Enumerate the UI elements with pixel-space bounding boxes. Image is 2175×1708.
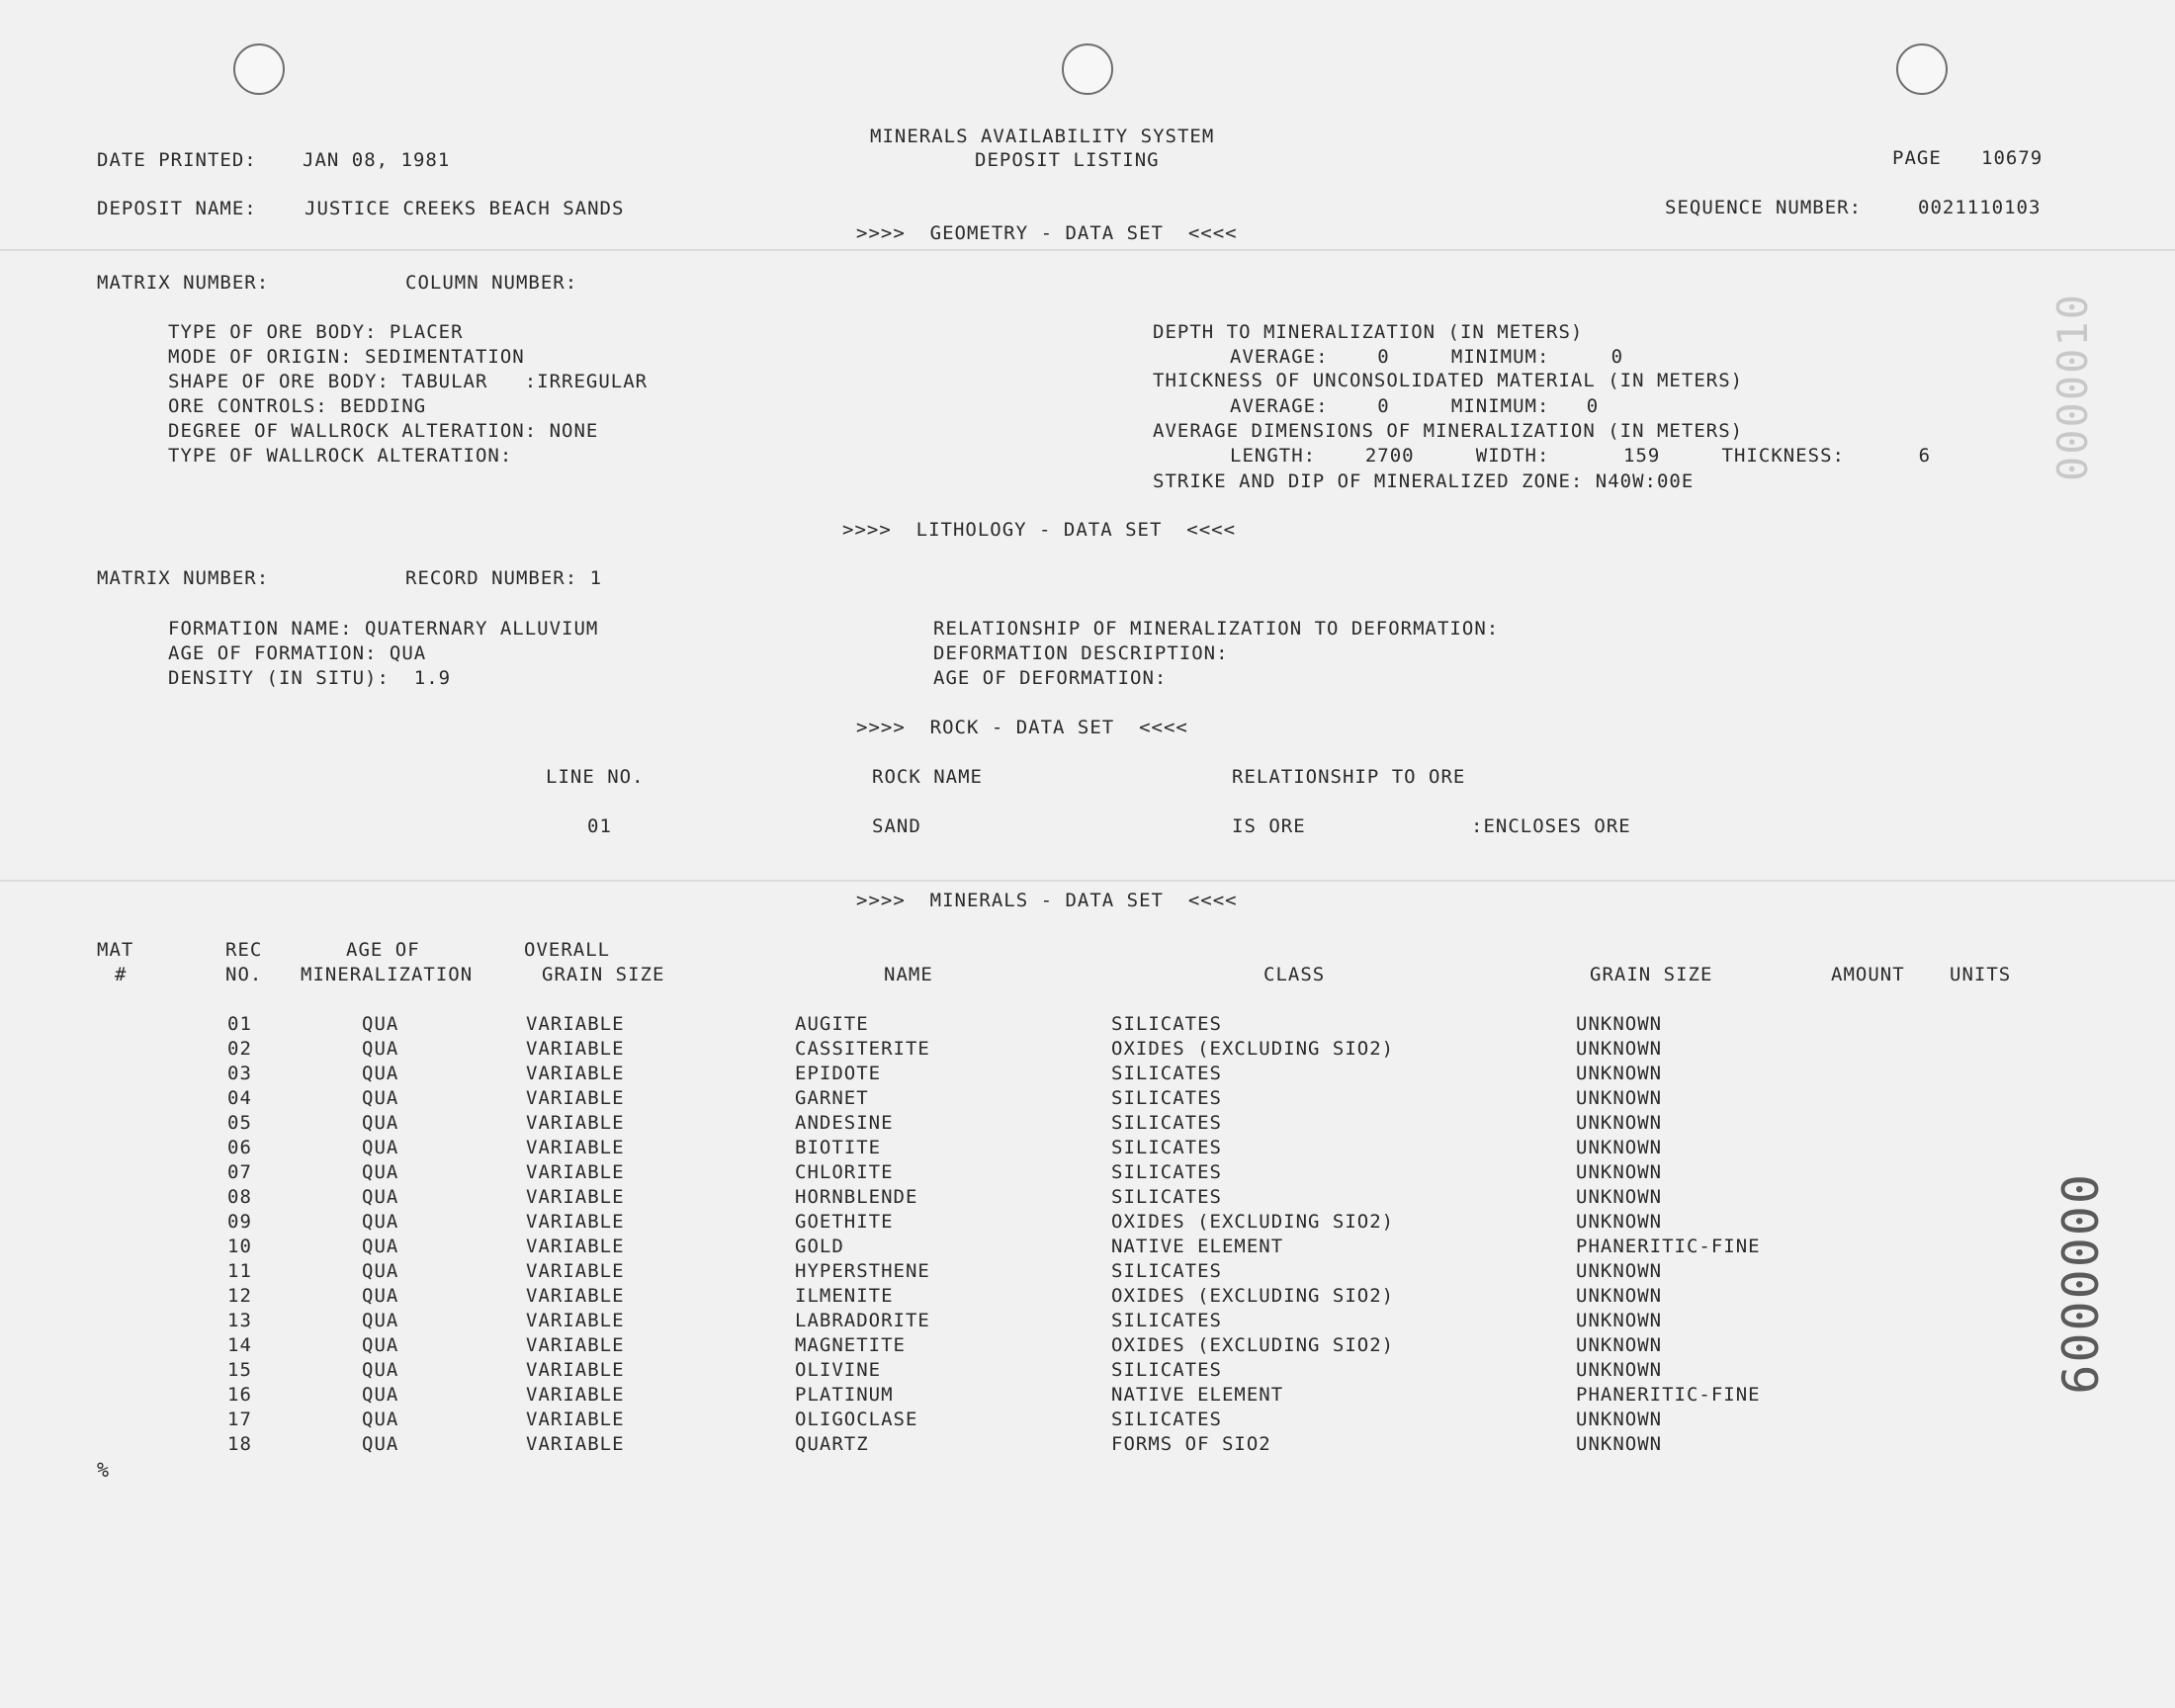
relationship-to-deformation: RELATIONSHIP OF MINERALIZATION TO DEFORMATION: <box>933 618 1500 640</box>
paper-fold-line <box>0 249 2175 251</box>
system-title: MINERALS AVAILABILITY SYSTEM <box>870 126 1215 147</box>
punch-hole <box>1896 43 1948 95</box>
mineral-class: OXIDES (EXCLUDING SIO2) <box>1111 1038 1395 1060</box>
mineral-class: SILICATES <box>1111 1409 1222 1430</box>
mode-of-origin: MODE OF ORIGIN: SEDIMENTATION <box>168 346 525 368</box>
minerals-header-mineralization: MINERALIZATION <box>301 964 474 985</box>
mineral-overall-grain-size: VARIABLE <box>526 1236 625 1257</box>
formation-name: FORMATION NAME: QUATERNARY ALLUVIUM <box>168 618 599 640</box>
mineral-rec-no: 09 <box>227 1211 252 1233</box>
mineral-grain-size: UNKNOWN <box>1576 1087 1663 1109</box>
mineral-rec-no: 15 <box>227 1359 252 1381</box>
rock-relationship: IS ORE <box>1232 815 1306 837</box>
mineral-name: QUARTZ <box>795 1433 869 1455</box>
mineral-class: NATIVE ELEMENT <box>1111 1384 1284 1406</box>
mineral-overall-grain-size: VARIABLE <box>526 1137 625 1158</box>
mineral-name: LABRADORITE <box>795 1310 930 1331</box>
mineral-name: BIOTITE <box>795 1137 882 1158</box>
mineral-grain-size: UNKNOWN <box>1576 1334 1663 1356</box>
minerals-header-rec: REC <box>225 939 263 961</box>
degree-of-wallrock-alteration: DEGREE OF WALLROCK ALTERATION: NONE <box>168 420 599 442</box>
mineral-age: QUA <box>362 1310 399 1331</box>
mineral-rec-no: 11 <box>227 1260 252 1282</box>
rock-header-line-no: LINE NO. <box>546 766 645 788</box>
mineral-grain-size: UNKNOWN <box>1576 1359 1663 1381</box>
mineral-age: QUA <box>362 1285 399 1307</box>
rock-section-title: >>>> ROCK - DATA SET <<<< <box>856 717 1188 738</box>
mineral-name: CASSITERITE <box>795 1038 930 1060</box>
punch-hole <box>1062 43 1113 95</box>
mineral-overall-grain-size: VARIABLE <box>526 1013 625 1035</box>
mineral-grain-size: UNKNOWN <box>1576 1433 1663 1455</box>
margin-stamp-lower: 6000000 <box>2052 1172 2110 1395</box>
rock-name: SAND <box>872 815 921 837</box>
type-of-wallrock-alteration: TYPE OF WALLROCK ALTERATION: <box>168 445 513 467</box>
mineral-age: QUA <box>362 1112 399 1134</box>
mineral-rec-no: 16 <box>227 1384 252 1406</box>
mineral-age: QUA <box>362 1137 399 1158</box>
mineral-grain-size: UNKNOWN <box>1576 1260 1663 1282</box>
mineral-age: QUA <box>362 1359 399 1381</box>
mineral-class: SILICATES <box>1111 1310 1222 1331</box>
mineral-name: ILMENITE <box>795 1285 894 1307</box>
mineral-class: OXIDES (EXCLUDING SIO2) <box>1111 1285 1395 1307</box>
mineral-name: OLIGOCLASE <box>795 1409 918 1430</box>
mineral-class: SILICATES <box>1111 1112 1222 1134</box>
mineral-overall-grain-size: VARIABLE <box>526 1334 625 1356</box>
mineral-name: HYPERSTHENE <box>795 1260 930 1282</box>
mineral-rec-no: 06 <box>227 1137 252 1158</box>
mineral-grain-size: UNKNOWN <box>1576 1112 1663 1134</box>
mineral-name: AUGITE <box>795 1013 869 1035</box>
paper-fold-line <box>0 880 2175 882</box>
mineral-age: QUA <box>362 1409 399 1430</box>
depth-title: DEPTH TO MINERALIZATION (IN METERS) <box>1153 321 1584 343</box>
mineral-class: SILICATES <box>1111 1087 1222 1109</box>
mineral-grain-size: UNKNOWN <box>1576 1186 1663 1208</box>
mineral-name: MAGNETITE <box>795 1334 906 1356</box>
minerals-header-mat-hash: # <box>115 964 128 985</box>
mineral-class: OXIDES (EXCLUDING SIO2) <box>1111 1334 1395 1356</box>
age-of-deformation: AGE OF DEFORMATION: <box>933 667 1168 689</box>
date-printed: JAN 08, 1981 <box>303 149 451 171</box>
mineral-class: SILICATES <box>1111 1063 1222 1084</box>
mineral-age: QUA <box>362 1038 399 1060</box>
minerals-header-grain-size: GRAIN SIZE <box>542 964 665 985</box>
mineral-grain-size: UNKNOWN <box>1576 1211 1663 1233</box>
sequence-number: 0021110103 <box>1918 197 2042 218</box>
margin-stamp-upper: 0000010 <box>2048 293 2097 482</box>
mineral-rec-no: 07 <box>227 1161 252 1183</box>
mineral-name: GARNET <box>795 1087 869 1109</box>
rock-header-rock-name: ROCK NAME <box>872 766 983 788</box>
mineral-grain-size: PHANERITIC-FINE <box>1576 1384 1761 1406</box>
mineral-rec-no: 05 <box>227 1112 252 1134</box>
minerals-section-title: >>>> MINERALS - DATA SET <<<< <box>856 890 1238 911</box>
mineral-overall-grain-size: VARIABLE <box>526 1359 625 1381</box>
date-printed-label: DATE PRINTED: <box>97 149 257 171</box>
listing-title: DEPOSIT LISTING <box>975 149 1160 171</box>
deposit-name-label: DEPOSIT NAME: <box>97 198 257 219</box>
mineral-class: NATIVE ELEMENT <box>1111 1236 1284 1257</box>
lithology-record-number: RECORD NUMBER: 1 <box>405 567 603 589</box>
mineral-name: EPIDOTE <box>795 1063 882 1084</box>
mineral-class: SILICATES <box>1111 1161 1222 1183</box>
mineral-class: SILICATES <box>1111 1260 1222 1282</box>
mineral-class: OXIDES (EXCLUDING SIO2) <box>1111 1211 1395 1233</box>
mineral-overall-grain-size: VARIABLE <box>526 1433 625 1455</box>
mineral-name: OLIVINE <box>795 1359 882 1381</box>
mineral-overall-grain-size: VARIABLE <box>526 1285 625 1307</box>
mineral-overall-grain-size: VARIABLE <box>526 1409 625 1430</box>
geometry-column-number: COLUMN NUMBER: <box>405 272 578 294</box>
page-label: PAGE <box>1892 147 1942 169</box>
dimensions-title: AVERAGE DIMENSIONS OF MINERALIZATION (IN METERS) <box>1153 420 1744 442</box>
mineral-grain-size: UNKNOWN <box>1576 1038 1663 1060</box>
mineral-class: SILICATES <box>1111 1013 1222 1035</box>
mineral-age: QUA <box>362 1433 399 1455</box>
shape-of-ore-body: SHAPE OF ORE BODY: TABULAR :IRREGULAR <box>168 371 649 392</box>
mineral-rec-no: 14 <box>227 1334 252 1356</box>
dimensions-values: LENGTH: 2700 WIDTH: 159 THICKNESS: 6 <box>1230 445 1932 467</box>
mineral-grain-size: UNKNOWN <box>1576 1310 1663 1331</box>
mineral-overall-grain-size: VARIABLE <box>526 1186 625 1208</box>
mineral-rec-no: 17 <box>227 1409 252 1430</box>
deformation-description: DEFORMATION DESCRIPTION: <box>933 642 1229 664</box>
mineral-age: QUA <box>362 1236 399 1257</box>
mineral-overall-grain-size: VARIABLE <box>526 1063 625 1084</box>
mineral-rec-no: 02 <box>227 1038 252 1060</box>
type-of-ore-body: TYPE OF ORE BODY: PLACER <box>168 321 464 343</box>
mineral-class: SILICATES <box>1111 1186 1222 1208</box>
mineral-overall-grain-size: VARIABLE <box>526 1161 625 1183</box>
mineral-age: QUA <box>362 1013 399 1035</box>
minerals-header-mat: MAT <box>97 939 134 961</box>
thickness-title: THICKNESS OF UNCONSOLIDATED MATERIAL (IN METERS) <box>1153 370 1744 391</box>
ore-controls: ORE CONTROLS: BEDDING <box>168 395 427 417</box>
minerals-header-name: NAME <box>884 964 933 985</box>
mineral-overall-grain-size: VARIABLE <box>526 1310 625 1331</box>
geometry-matrix-number: MATRIX NUMBER: <box>97 272 270 294</box>
minerals-header-mineral-grain-size: GRAIN SIZE <box>1590 964 1713 985</box>
mineral-age: QUA <box>362 1063 399 1084</box>
mineral-age: QUA <box>362 1186 399 1208</box>
mineral-name: CHLORITE <box>795 1161 894 1183</box>
mineral-age: QUA <box>362 1211 399 1233</box>
mineral-age: QUA <box>362 1161 399 1183</box>
thickness-values: AVERAGE: 0 MINIMUM: 0 <box>1230 395 1600 417</box>
mineral-rec-no: 03 <box>227 1063 252 1084</box>
mineral-overall-grain-size: VARIABLE <box>526 1260 625 1282</box>
mineral-overall-grain-size: VARIABLE <box>526 1211 625 1233</box>
mineral-grain-size: UNKNOWN <box>1576 1161 1663 1183</box>
minerals-header-age-of: AGE OF <box>346 939 420 961</box>
mineral-name: HORNBLENDE <box>795 1186 918 1208</box>
mineral-rec-no: 18 <box>227 1433 252 1455</box>
mineral-rec-no: 01 <box>227 1013 252 1035</box>
mineral-overall-grain-size: VARIABLE <box>526 1038 625 1060</box>
mineral-grain-size: UNKNOWN <box>1576 1137 1663 1158</box>
mineral-grain-size: UNKNOWN <box>1576 1285 1663 1307</box>
minerals-header-units: UNITS <box>1950 964 2012 985</box>
mineral-name: GOETHITE <box>795 1211 894 1233</box>
sequence-label: SEQUENCE NUMBER: <box>1665 197 1863 218</box>
mineral-class: SILICATES <box>1111 1359 1222 1381</box>
mineral-name: PLATINUM <box>795 1384 894 1406</box>
mineral-rec-no: 08 <box>227 1186 252 1208</box>
rock-relationship-2: :ENCLOSES ORE <box>1471 815 1631 837</box>
mineral-grain-size: UNKNOWN <box>1576 1063 1663 1084</box>
mineral-name: GOLD <box>795 1236 844 1257</box>
minerals-header-class: CLASS <box>1263 964 1326 985</box>
mineral-rec-no: 04 <box>227 1087 252 1109</box>
mineral-rec-no: 13 <box>227 1310 252 1331</box>
depth-values: AVERAGE: 0 MINIMUM: 0 <box>1230 346 1624 368</box>
mineral-rec-no: 10 <box>227 1236 252 1257</box>
mineral-grain-size: UNKNOWN <box>1576 1409 1663 1430</box>
strike-and-dip: STRIKE AND DIP OF MINERALIZED ZONE: N40W:00E <box>1153 470 1695 492</box>
page-number: 10679 <box>1981 147 2044 169</box>
mineral-age: QUA <box>362 1334 399 1356</box>
mineral-age: QUA <box>362 1384 399 1406</box>
mineral-age: QUA <box>362 1087 399 1109</box>
mineral-grain-size: PHANERITIC-FINE <box>1576 1236 1761 1257</box>
mineral-rec-no: 12 <box>227 1285 252 1307</box>
mineral-grain-size: UNKNOWN <box>1576 1013 1663 1035</box>
mineral-overall-grain-size: VARIABLE <box>526 1112 625 1134</box>
mineral-age: QUA <box>362 1260 399 1282</box>
mineral-class: FORMS OF SIO2 <box>1111 1433 1271 1455</box>
mineral-name: ANDESINE <box>795 1112 894 1134</box>
footer-percent-mark: % <box>97 1458 111 1482</box>
lithology-section-title: >>>> LITHOLOGY - DATA SET <<<< <box>842 519 1237 541</box>
rock-header-relationship: RELATIONSHIP TO ORE <box>1232 766 1466 788</box>
mineral-overall-grain-size: VARIABLE <box>526 1087 625 1109</box>
minerals-header-rec-no: NO. <box>225 964 263 985</box>
geometry-section-title: >>>> GEOMETRY - DATA SET <<<< <box>856 222 1238 244</box>
mineral-overall-grain-size: VARIABLE <box>526 1384 625 1406</box>
deposit-name: JUSTICE CREEKS BEACH SANDS <box>304 198 625 219</box>
minerals-header-amount: AMOUNT <box>1831 964 1905 985</box>
punch-hole <box>233 43 285 95</box>
minerals-header-overall: OVERALL <box>524 939 611 961</box>
mineral-class: SILICATES <box>1111 1137 1222 1158</box>
rock-line-no: 01 <box>587 815 612 837</box>
age-of-formation: AGE OF FORMATION: QUA <box>168 642 427 664</box>
density: DENSITY (IN SITU): 1.9 <box>168 667 452 689</box>
lithology-matrix-number: MATRIX NUMBER: <box>97 567 270 589</box>
